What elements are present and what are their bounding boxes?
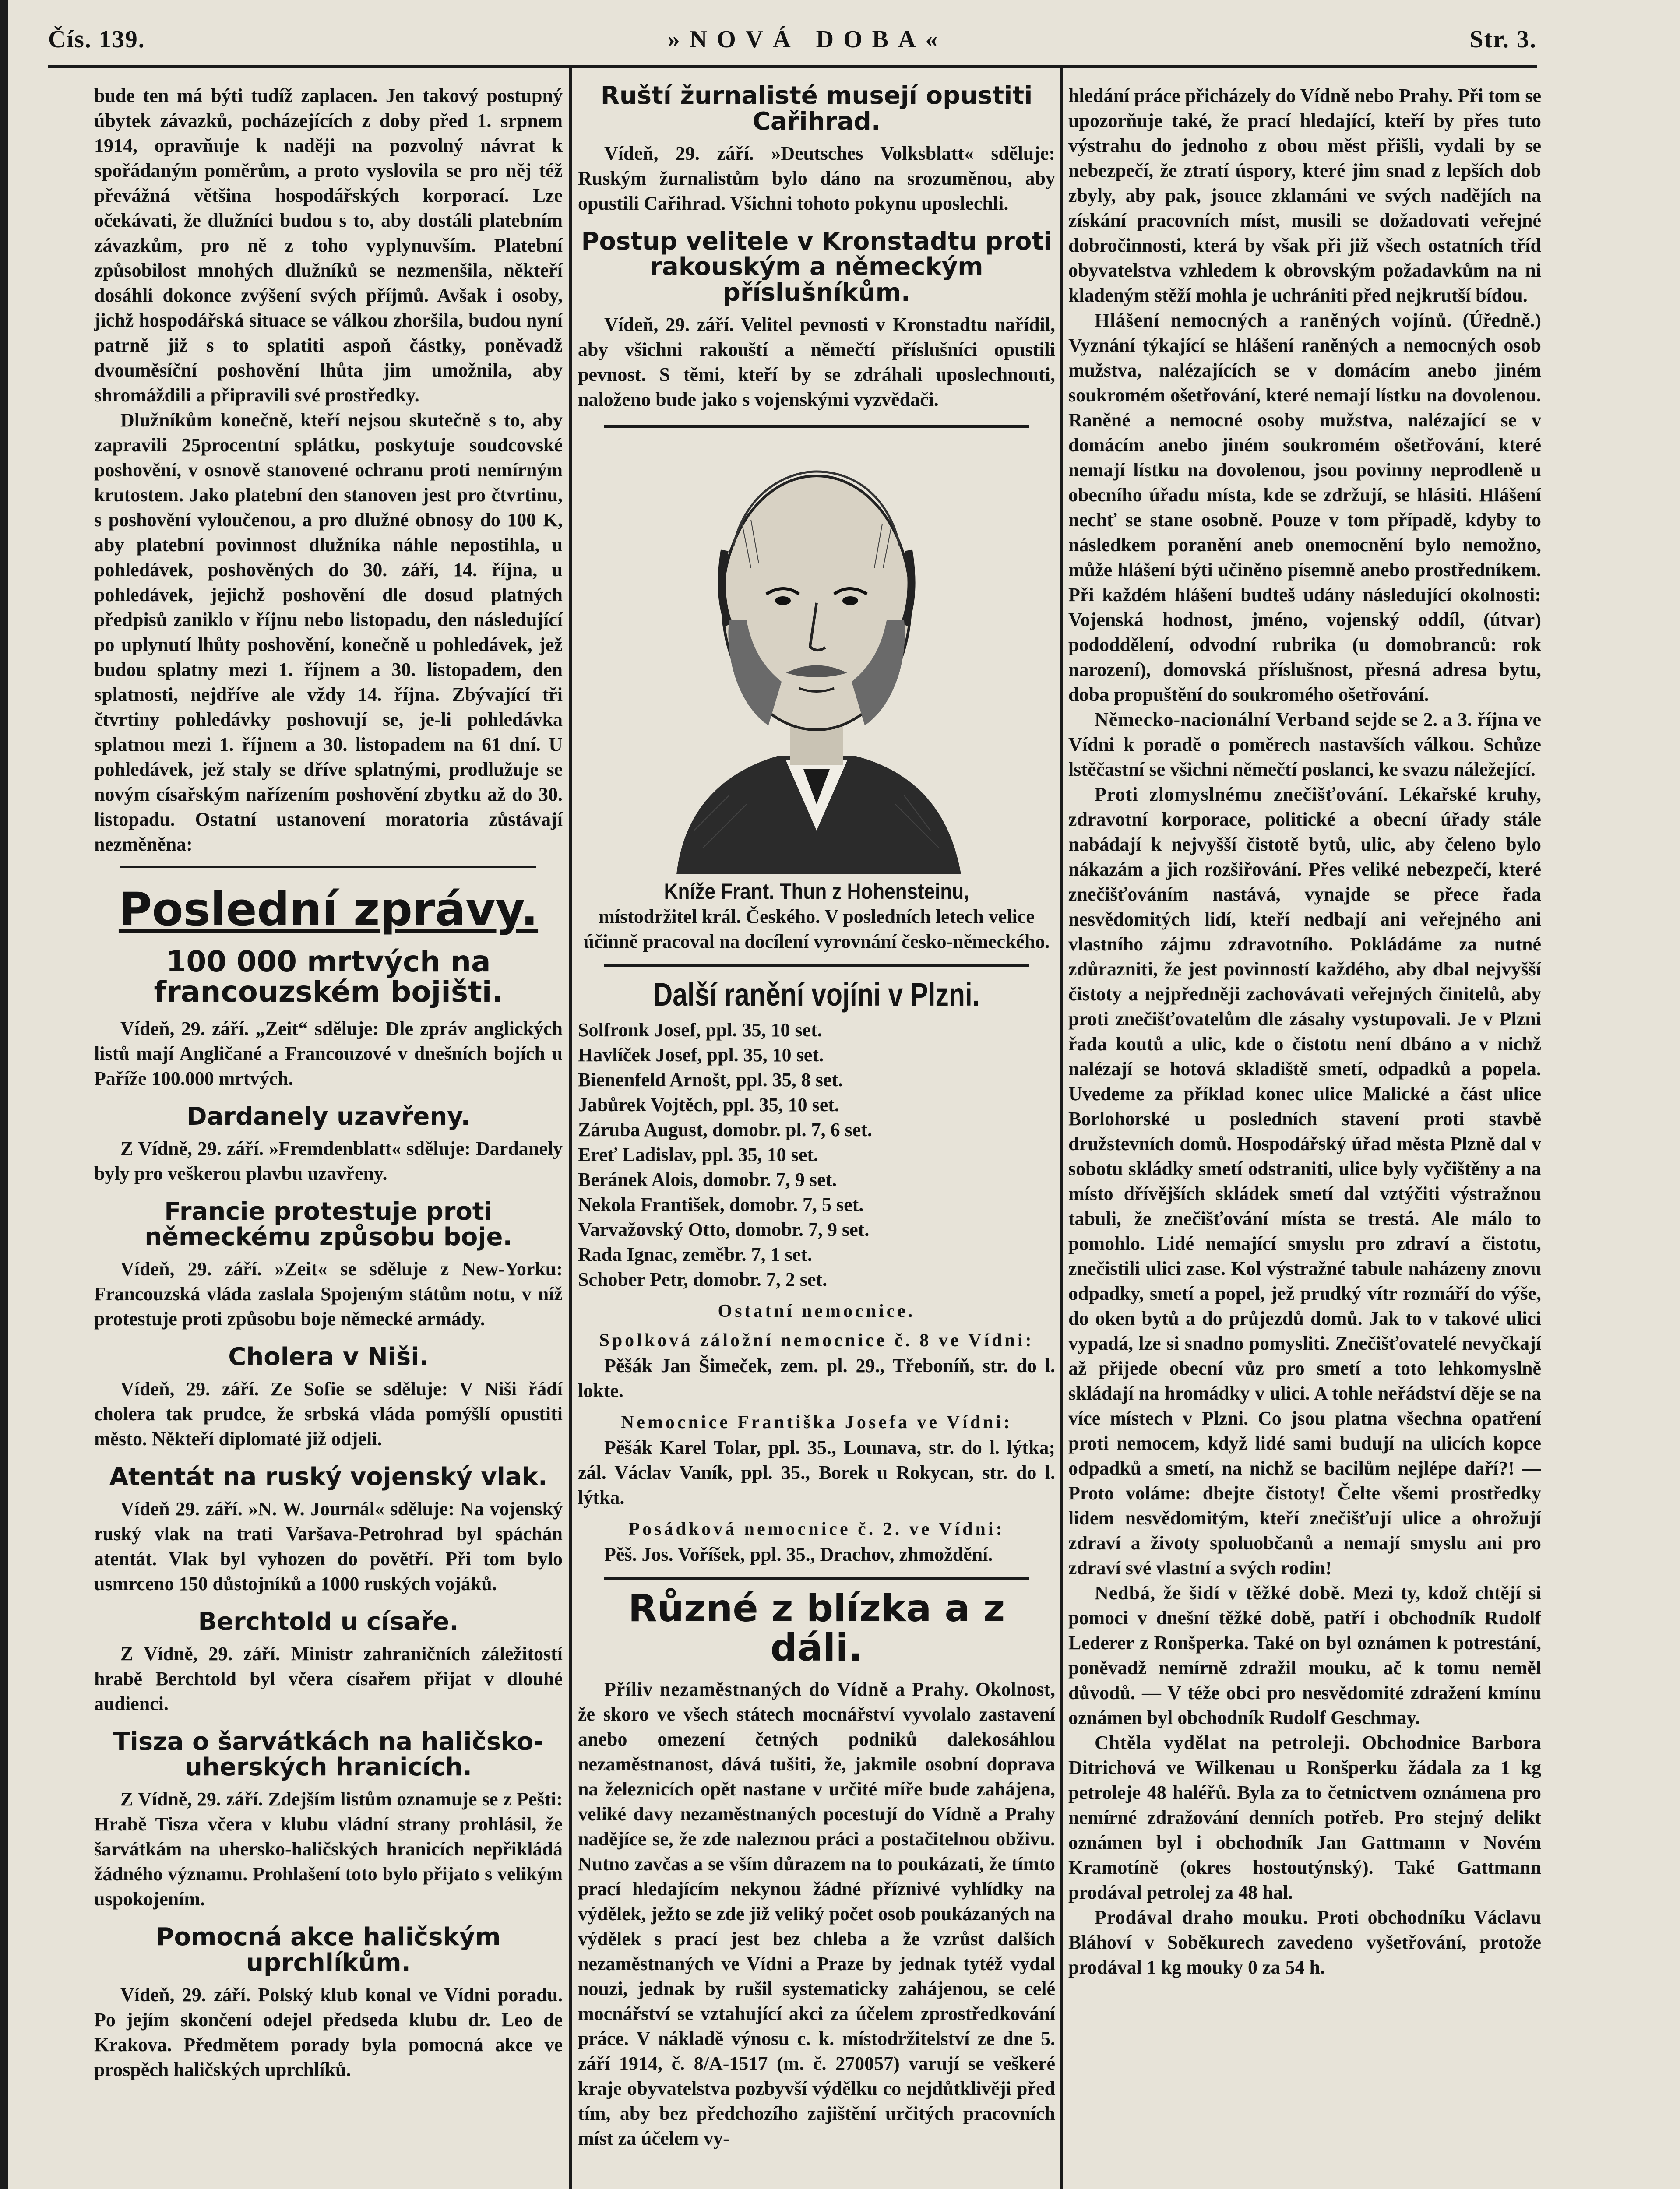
franz-josef-hospital-heading: Nemocnice Františka Josefa ve Vídni: — [620, 1412, 1013, 1432]
verband-headline: Německo-nacionální Verband — [1095, 709, 1350, 730]
wounded-entry: Ereť Ladislav, ppl. 35, 10 set. — [578, 1144, 818, 1165]
section-divider — [604, 1577, 1029, 1580]
unemployed-text: Okolnost, že skoro ve všech státech mocnářství vyvolalo zastavení anebo omezení četných podniků dalekosáhlou nezaměstnanost, dává tušiti, že, jakmile osobní doprava na železnicích opět nastane v určité míře bude zahájena, veliké davy nezaměstnaných pocestují do Vídně a Prahy nadějíce se, že zde naleznou práci a postačitelnou obživu. Nutno zavčas a se vším důrazem na to poukázati, že tímto prací hledajícím nekynou žádné příznivé vyhlídky na výdělek, ježto se zde již veliký počet osob poukázaných na výdělek s prací jest bez chleba a že vzrůst dalších nezaměstnaných ve Vídni a Praze by jednak tytéž vydal nouzi, jednak by rušil systematicky zahájenou, se celé mocnářství se vztahující akci za účelem zprostředkování práce. V nákladě výnosu c. k. místodržitelství ze dne 5. září 1914, č. 8/A-1517 (m. č. 270057) varují se veškeré kraje obyvatelstva pozbyvší výdělku co nejdůtklivěji před tím, aby bez předchozího zajištění určitých pracovních míst za účelem vy- — [578, 1678, 1055, 2149]
littering-headline: Proti zlomyslnému znečišťování. — [1095, 784, 1388, 805]
flour-headline: Prodával draho mouku. — [1095, 1907, 1308, 1928]
portrait-bottom-rule — [604, 964, 1029, 967]
headline-berchtold: Berchtold u císaře. — [198, 1607, 459, 1636]
issue-number: Čís. 139. — [48, 26, 145, 53]
page-header — [48, 20, 1537, 59]
headline-dardanelles: Dardanely uzavřeny. — [187, 1102, 470, 1131]
petroleum-text: Obchodnice Barbora Ditrichová ve Wilkenau u Ronšperku žádala za 1 kg petroleje 48 haléřů. Byla za to četnictvem oznámena pro nemírné zdražování denních potřeb. Pro stejný delikt oznámen byl i obchodník Jan Gattmann v Novém Kramotíně (okres hostoutýnský). Také Gattmann prodával petrolej za 48 hal. — [1068, 1732, 1541, 1903]
page-number: Str. 3. — [1469, 26, 1537, 53]
franz-josef-hospital-text: Pěšák Karel Tolar, ppl. 35., Lounava, str. do l. lýtka; zál. Václav Vaník, ppl. 35., Borek u Rokycan, str. do l. lýtka. — [578, 1436, 1055, 1508]
portrait-caption-text: místodržitel král. Českého. V posledních letech velice účinně pracoval na docílení vyrovnání česko-německého. — [583, 905, 1050, 952]
article-dardanelles: Z Vídně, 29. září. »Fremdenblatt« sděluje: Dardanely byly pro veškerou plavbu uzavřeny. — [94, 1137, 563, 1184]
headline-kronstadt: Postup velitele v Kronstadtu proti rakouským a německým příslušníkům. — [581, 227, 1052, 307]
wounded-entry: Schober Petr, domobr. 7, 2 set. — [578, 1268, 828, 1290]
article-berchtold: Z Vídně, 29. září. Ministr zahraničních záležitostí hrabě Berchtold byl včera císařem přijat v dlouhé audienci. — [94, 1643, 563, 1714]
moratorium-text-1: bude ten má býti tudíž zaplacen. Jen takový postupný úbytek závazků, pocházejících z doby před 1. srpnem 1914, opravňuje k naději na pozvolný návrat k spořádaným poměrům, a proto vyslovila se pro něj též převážná většina hospodářských korporací. Lze očekávati, že dlužníci budou s to, aby dostáli platebním závazkům, pro ně z toho vyplynuvším. Platební způsobilost mnohých dlužníků se nezmenšila, někteří dosáhli dokonce zvýšení svých příjmů. Avšak i osoby, jichž hospodářská situace se válkou zhoršila, budou nyní patrně již s to splatiti aspoň částky, poněvadž dvouměsíční poshovění lhůta jim umožnila, aby shromáždili a připravili své prostředky. — [94, 85, 563, 406]
scan-edge — [0, 0, 8, 2189]
article-train-attack: Vídeň 29. září. »N. W. Journál« sděluje: Na vojenský ruský vlak na trati Varšava-Petrohrad byl spáchán atentát. Vlak byl vyhozen do povětří. Při tom bylo usmrceno 150 důstojníků a 1000 ruských vojáků. — [94, 1498, 563, 1594]
headline-100000-dead: 100 000 mrtvých na francouzském bojišti. — [154, 945, 503, 1009]
unemployed-article — [578, 1677, 1055, 2151]
misc-news-heading: Různé z blízka a z dáli. — [628, 1586, 1005, 1670]
headline-wounded-plzen: Další ranění vojíni v Plzni. — [653, 976, 980, 1013]
article-russian-journalists: Vídeň, 29. září. »Deutsches Volksblatt« sděluje: Ruským žurnalistům bylo dáno na srozuměnou, aby opustili Cařihrad. Všichni tohoto pokynu uposlechli. — [578, 142, 1055, 214]
wounded-list — [578, 1017, 1055, 1292]
wounded-entry: Beránek Alois, domobr. 7, 9 set. — [578, 1168, 837, 1190]
left-column — [94, 83, 563, 2189]
wounded-report-article — [1068, 308, 1541, 707]
portrait-top-rule — [604, 425, 1029, 428]
headline-tisza: Tisza o šarvátkách na haličsko-uherských hranicích. — [113, 1727, 544, 1782]
wounded-report-text: (Úředně.) Vyznání týkající se hlášení raněných a nemocných osob mužstva, nalézajících se v domácím anebo jiném soukromém ošetřování, které nemají lístku na dovolenou. Raněné a nemocné osoby mužstva, nalézající se v domácím anebo jiném soukromém ošetřování, které nemají lístku na dovolenou, jsou povinny neprodleně u obecního úřadu místa, kde se zdržují, se hlásiti. Hlášení nechť se stane osobně. Pouze v tom případě, kdyby to následkem poranění aneb onemocnění bylo nemožno, může hlášení býti učiněno písemně anebo prostředníkem. Při každém hlášení budteš udány následující okolnosti: Vojenská hodnost, jméno, vojenský oddíl, (útvar) pododdělení, odvodní rubrika (u domobranců: rok narození), domovská příslušnost, přesná adresa bytu, doba propuštění do soukromého ošetřování. — [1068, 310, 1541, 705]
littering-article — [1068, 782, 1541, 1580]
article-tisza: Z Vídně, 29. září. Zdejším listům oznamuje se z Pešti: Hrabě Tisza včera v klubu vládní strany prohlásil, že šarvátkám na uhersko-haličských hranicích nepřikládá žádného významu. Prohlašení toto bylo přijato s velikým uspokojením. — [94, 1788, 563, 1910]
flour-article — [1068, 1905, 1541, 1980]
unemployed-continued: hledání práce přicházely do Vídně nebo Prahy. Při tom se upozorňuje také, že prací hledající, kteří by přes tuto výstrahu do jednoho z obou měst přišli, vydali by se nebezpečí, že ztratí úspory, které jim snad z lepších dob zbyly, aby pak, jsouce zklamáni ve svých nadějích na získání pracovních míst, musili se dožadovati veřejné dobročinnosti, která by však při již všech ostatních tříd obyvatelstva vzhledem k obrovským požadavkům na ni kladeným stěží mohla je uchrániti před nejkrutší bídou. — [1068, 85, 1541, 306]
profiteer-article — [1068, 1580, 1541, 1730]
middle-column — [578, 83, 1055, 2189]
wounded-entry: Rada Ignac, zeměbr. 7, 1 set. — [578, 1243, 812, 1265]
wounded-entry: Nekola František, domobr. 7, 5 set. — [578, 1193, 864, 1215]
article-france-protest: Vídeň, 29. září. »Zeit« se sděluje z New-Yorku: Francouzská vláda zaslala Spojeným státům notu, v níž protestuje proti způsobu boje německé armády. — [94, 1258, 563, 1330]
wounded-entry: Solfronk Josef, ppl. 35, 10 set. — [578, 1019, 822, 1041]
wounded-entry: Jabůrek Vojtěch, ppl. 35, 10 set. — [578, 1094, 839, 1116]
section-divider — [120, 866, 536, 868]
profiteer-text: Mezi ty, kdož chtějí si pomoci v dnešní těžké době, patří i obchodník Rudolf Lederer z Ronšperka. Také on byl oznámen k potrestání, poněvadž nemírně zdražil mouku, ač k tomu neměl důvodů. — V téže obci pro nesvědomité zdražení kmínu oznámen byl obchodník Rudolf Geschmay. — [1068, 1582, 1541, 1728]
reserve-hospital-text: Pěšák Jan Šimeček, zem. pl. 29., Třeboníň, str. do l. lokte. — [578, 1355, 1055, 1401]
moratorium-text-2: Dlužníkům konečně, kteří nejsou skutečně s to, aby zapravili 25procentní splátku, poskytuje soudcovské poshovění, v osnově stanovené ochranu proti nemírným krutostem. Jako platební den stanoven jest pro čtvrtinu, s poshovění vyloučenou, a pro dlužné obnosy do 100 K, aby platební povinnost dlužníka náhle nepostihla, u pohledávek, poshověných do 30. září, 14. října, u pohledávek, jejichž poshovění dle dosud platných předpisů zaniklo v říjnu nebo listopadu, den následující po uplynutí lhůty poshovění, konečně u pohledávek, jež budou splatny mezi 1. říjnem a 30. listopadem, den splatnosti, nejdříve ale vždy 14. října. Zbývající tři čtvrtiny pohledávky poshovují se, je-li pohledávka splatnou mezi 1. říjnem a 30. listopadem na 61 dní. U pohledávek, jež staly se dříve splatnými, prodlužuje se novým císařským nařízením poshovění zbytku až do 30. listopadu. Ostatní ustanovení moratoria zůstávají nezměněna: — [94, 409, 563, 855]
headline-refugee-aid: Pomocná akce haličským uprchlíkům. — [156, 1923, 501, 1977]
wounded-entry: Záruba August, domobr. pl. 7, 6 set. — [578, 1119, 872, 1140]
right-column — [1068, 83, 1541, 2189]
littering-text: Lékařské kruhy, zdravotní korporace, politické a obecní úřady stále nabádají k nejvyšší čistotě bytů, ulic, aby čeleno bylo nákazám a jich rozšiřování. Přes veliké nebezpečí, které znečišťováním nastává, vynajde se přece řada nesvědomitých lidí, kteří nedbají ani veřejného ani vlastního zájmu zdravotního. Pokládáme za nutné zdůrazniti, že jest povinností každého, aby dbal nejvyšší čistoty a nejpředněji zachovávati veřejných činitelů, aby proti znečišťovatelům dle zásahy vystupovali. Je v Plzni řada koutů a ulic, kde o čistotu není dbáno a v nichž nalézají se hotová skladiště smetí, odpadků a popela. Uvedeme za příklad konec ulice Malické a část ulice Borlohorské u posledních stavení proti stavbě družstevních domů. Hospodářský úřad města Plzně dal v sobotu skládky smetí odstraniti, ulice byly vyčištěny a na místo dřívějších skládek smetí dal vztýčiti výstražnou tabuli, že znečišťování místa se trestá. Ale málo to pomohlo. Lidé nemající smyslu pro zdraví a čistotu, znečistili ulici zase. Kol výstražné tabule naházeny znovu odpadky, smetí a popel, jež prudký vítr rozmáří do výše, do oken bytů a do průjezdů domů. Jak to v takové ulici vypadá, lze si snadno pomysliti. Znečišťovatelé nevyčkají až přijede obecní vůz pro smetí a toto lehkomyslně skládají na hromádky v ulici. A tohle neřádství děje se na více místech v Plzni. Co jsou platna všechna opatření proti nemocem, když lidé sami budují na ulicích kopce odpadků a smetí, na nichž se bacilům nejlépe daří?! — Proto voláme: dbejte čistoty! Čelte všemi prostředky lidem nesvědomitým, kteří znečišťují ulice a ohrožují zdraví a životy spoluobčanů a nemají smyslu ani pro zdraví své vlastní a svých rodin! — [1068, 784, 1541, 1579]
portrait-engraving — [659, 436, 974, 874]
headline-cholera: Cholera v Niši. — [228, 1343, 429, 1372]
column-divider-right — [1060, 68, 1063, 2189]
petroleum-article — [1068, 1730, 1541, 1905]
flour-text: Proti obchodníku Václavu Bláhoví v Soběkurech zavedeno vyšetřování, protože prodával 1 kg mouky 0 za 54 h. — [1068, 1907, 1541, 1978]
unemployed-headline: Příliv nezaměstnaných do Vídně a Prahy. — [604, 1678, 969, 1700]
article-refugee-aid: Vídeň, 29. září. Polský klub konal ve Vídni poradu. Po jejím skončení odejel předseda klubu dr. Leo de Krakova. Předmětem porady byla pomocná akce ve prospěch haličských uprchlíků. — [94, 1984, 563, 2080]
profiteer-headline: Nedbá, že šidí v těžké době. — [1095, 1582, 1345, 1604]
latest-news-heading: Poslední zprávy. — [118, 883, 539, 936]
wounded-entry: Bienenfeld Arnošt, ppl. 35, 8 set. — [578, 1069, 843, 1091]
headline-russian-journalists: Ruští žurnalisté musejí opustiti Cařihrad. — [600, 83, 1033, 136]
newspaper-title: »NOVÁ DOBA« — [667, 26, 947, 53]
portrait-caption-name: Kníže Frant. Thun z Hohensteinu, — [664, 879, 969, 904]
other-hospitals-heading: Ostatní nemocnice. — [718, 1301, 916, 1321]
headline-france-protest: Francie protestuje proti německému způsobu boje. — [144, 1197, 512, 1252]
header-rule — [48, 65, 1537, 68]
wounded-report-headline: Hlášení nemocných a raněných vojínů. — [1095, 310, 1452, 331]
garrison-hospital-text: Pěš. Jos. Voříšek, ppl. 35., Drachov, zhmoždění. — [604, 1543, 993, 1565]
column-divider-left — [569, 68, 572, 2189]
headline-train-attack: Atentát na ruský vojenský vlak. — [109, 1462, 548, 1491]
wounded-entry: Varvažovský Otto, domobr. 7, 9 set. — [578, 1218, 870, 1240]
garrison-hospital-heading: Posádková nemocnice č. 2. ve Vídni: — [628, 1519, 1005, 1539]
verband-text: sejde se 2. a 3. října ve Vídni k poradě o poměrech nastavších válkou. Schůze lstěčastní se všichni němečtí poslanci, ke svazu náležející. — [1068, 709, 1541, 780]
article-kronstadt: Vídeň, 29. září. Velitel pevnosti v Kronstadtu nařídil, aby všichni rakouští a němečtí příslušníci opustili pevnost. S těmi, kteří by se zdráhali uposlechnouti, naloženo bude jako s vojenskými vyzvědači. — [578, 313, 1055, 410]
wounded-entry: Havlíček Josef, ppl. 35, 10 set. — [578, 1044, 824, 1066]
petroleum-headline: Chtěla vydělat na petroleji. — [1095, 1732, 1350, 1753]
verband-article — [1068, 707, 1541, 782]
article-100000-dead: Vídeň, 29. září. „Zeit“ sděluje: Dle zpráv anglických listů mají Angličané a Francouzové v dnešních bojích u Paříže 100.000 mrtvých. — [94, 1017, 563, 1089]
reserve-hospital-heading: Spolková záložní nemocnice č. 8 ve Vídni: — [599, 1330, 1034, 1351]
article-cholera: Vídeň, 29. září. Ze Sofie se sděluje: V Niši řádí cholera tak prudce, že srbská vláda pomýšlí opustiti město. Někteří diplomaté již odjeli. — [94, 1378, 563, 1450]
